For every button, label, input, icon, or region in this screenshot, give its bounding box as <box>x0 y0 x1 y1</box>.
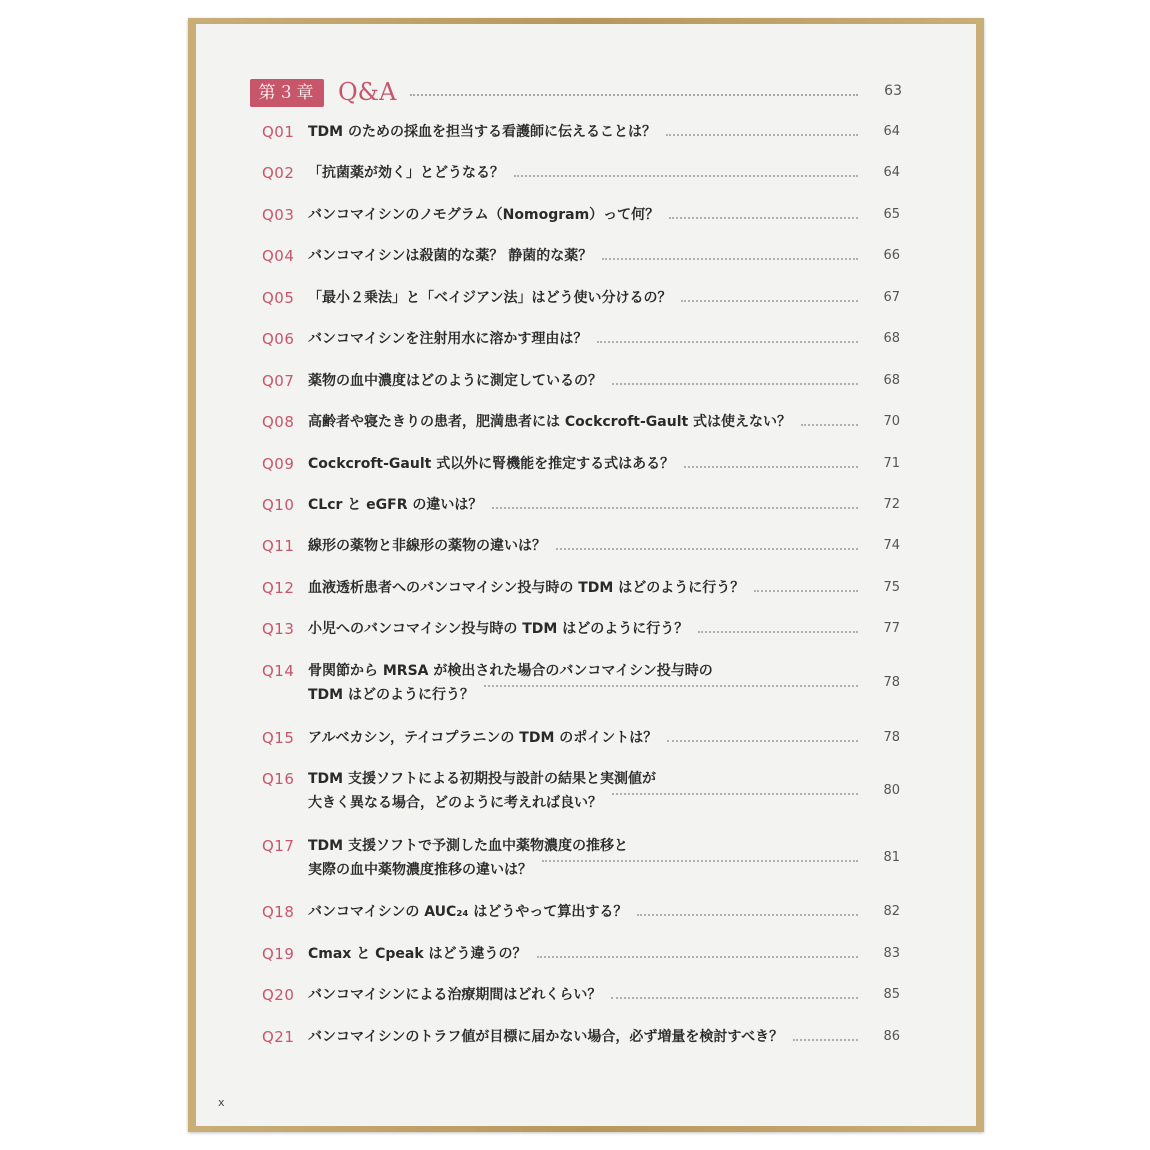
toc-entry <box>262 617 902 641</box>
page-number: 68 <box>883 331 900 346</box>
question-number: Q11 <box>262 537 295 555</box>
leader-dots <box>597 341 858 343</box>
toc-entry <box>262 659 902 707</box>
leader-dots <box>612 383 858 385</box>
question-title <box>308 942 527 966</box>
leader-dots <box>492 507 858 509</box>
question-title <box>308 452 674 476</box>
toc-entry <box>262 834 902 882</box>
leader-dots <box>537 956 858 958</box>
question-title-line: TDM 支援ソフトによる初期投与設計の結果と実測値が <box>308 771 656 787</box>
page-number: 80 <box>883 783 900 798</box>
question-title-line: TDM はどのように行う？ <box>308 687 474 703</box>
leader-dots <box>556 548 858 550</box>
question-title-line: 薬物の血中濃度はどのように測定しているの？ <box>308 373 602 389</box>
question-title <box>308 161 504 185</box>
question-title-line: バンコマイシンを注射用水に溶かす理由は？ <box>308 331 588 347</box>
question-title <box>308 576 744 600</box>
question-title <box>308 493 482 517</box>
question-title <box>308 900 627 924</box>
question-title-line: 小児へのバンコマイシン投与時の TDM はどのように行う？ <box>308 621 689 637</box>
leader-dots <box>698 631 858 633</box>
question-number: Q03 <box>262 206 295 224</box>
page-number: 65 <box>883 207 900 222</box>
leader-dots <box>793 1039 858 1041</box>
question-title-line: バンコマイシンは殺菌的な薬？ 静菌的な薬？ <box>308 248 593 264</box>
question-title-line: TDM 支援ソフトで予測した血中薬物濃度の推移と <box>308 838 628 854</box>
page-number: 75 <box>883 580 900 595</box>
question-number: Q17 <box>262 837 295 855</box>
leader-dots <box>484 685 858 687</box>
question-number: Q18 <box>262 903 295 921</box>
leader-dots <box>637 914 858 916</box>
toc-entry <box>262 726 902 750</box>
page-number: 86 <box>883 1029 900 1044</box>
question-number: Q09 <box>262 455 295 473</box>
leader-dots <box>684 466 858 468</box>
toc-entry <box>262 983 902 1007</box>
question-title-line: TDM のための採血を担当する看護師に伝えることは？ <box>308 124 656 140</box>
toc-entry <box>262 286 902 310</box>
question-number: Q15 <box>262 729 295 747</box>
chapter-heading <box>250 79 902 107</box>
question-number: Q02 <box>262 164 295 182</box>
toc-entry <box>262 244 902 268</box>
leader-dots <box>666 134 858 136</box>
page-number: 66 <box>883 248 900 263</box>
leader-dots <box>542 860 858 862</box>
question-title <box>308 659 713 707</box>
question-number: Q07 <box>262 372 295 390</box>
question-title <box>308 410 791 434</box>
question-title <box>308 834 628 882</box>
toc-entry <box>262 452 902 476</box>
question-title <box>308 617 688 641</box>
question-title-line: 実際の血中薬物濃度推移の違いは？ <box>308 862 532 878</box>
question-number: Q01 <box>262 123 295 141</box>
question-number: Q04 <box>262 247 295 265</box>
question-title <box>308 1025 783 1049</box>
leader-dots <box>681 300 858 302</box>
question-title-line: 線形の薬物と非線形の薬物の違いは？ <box>308 538 546 554</box>
leader-dots <box>611 997 858 999</box>
toc-entry <box>262 942 902 966</box>
page-number: 64 <box>883 124 900 139</box>
leader-dots <box>602 258 858 260</box>
toc-entry <box>262 767 902 815</box>
page-number: 78 <box>883 730 900 745</box>
chapter-title: Q&A <box>338 78 397 106</box>
question-title-line: 骨関節から MRSA が検出された場合のバンコマイシン投与時の <box>308 663 713 679</box>
toc-entry <box>262 900 902 924</box>
question-number: Q16 <box>262 770 295 788</box>
leader-dots <box>801 424 858 426</box>
question-number: Q10 <box>262 496 295 514</box>
question-number: Q21 <box>262 1028 295 1046</box>
leader-dots <box>667 740 858 742</box>
page-number: 72 <box>883 497 900 512</box>
question-title <box>308 203 659 227</box>
page-number: 68 <box>883 373 900 388</box>
page-folio: x <box>218 1096 225 1109</box>
question-title <box>308 120 656 144</box>
page-number: 71 <box>883 456 900 471</box>
question-number: Q12 <box>262 579 295 597</box>
leader-dots <box>514 175 858 177</box>
toc-entry <box>262 369 902 393</box>
question-title <box>308 327 587 351</box>
page-number: 64 <box>883 165 900 180</box>
toc-entry <box>262 493 902 517</box>
question-number: Q08 <box>262 413 295 431</box>
page-number: 85 <box>883 987 900 1002</box>
question-title-line: Cmax と Cpeak はどう違うの？ <box>308 946 527 962</box>
question-title <box>308 286 671 310</box>
page-number: 81 <box>883 850 900 865</box>
toc-entry <box>262 203 902 227</box>
toc-entry <box>262 576 902 600</box>
toc-entry <box>262 1025 902 1049</box>
question-title <box>308 244 592 268</box>
question-title-line: 「最小２乗法」と「ベイジアン法」はどう使い分けるの？ <box>308 290 672 306</box>
chapter-page-number: 63 <box>884 83 902 99</box>
page-number: 70 <box>883 414 900 429</box>
page-number: 77 <box>883 621 900 636</box>
question-title <box>308 983 601 1007</box>
leader-dots <box>754 590 858 592</box>
question-title <box>308 534 546 558</box>
toc-entry <box>262 410 902 434</box>
question-title-line: バンコマイシンのノモグラム（Nomogram）って何？ <box>308 207 660 223</box>
question-title-line: バンコマイシンの AUC₂₄ はどうやって算出する？ <box>308 904 628 920</box>
page-number: 74 <box>883 538 900 553</box>
toc-entry <box>262 534 902 558</box>
question-number: Q06 <box>262 330 295 348</box>
question-number: Q05 <box>262 289 295 307</box>
question-title <box>308 767 656 815</box>
question-title-line: 血液透析患者へのバンコマイシン投与時の TDM はどのように行う？ <box>308 580 745 596</box>
leader-dots <box>410 94 858 96</box>
question-number: Q20 <box>262 986 295 1004</box>
page-number: 67 <box>883 290 900 305</box>
question-title <box>308 726 657 750</box>
page-number: 83 <box>883 946 900 961</box>
question-title-line: Cockcroft-Gault 式以外に腎機能を推定する式はある？ <box>308 456 675 472</box>
toc-entry <box>262 120 902 144</box>
question-title-line: アルベカシン，テイコプラニンの TDM のポイントは？ <box>308 730 658 746</box>
question-title-line: CLcr と eGFR の違いは？ <box>308 497 483 513</box>
question-title-line: 高齢者や寝たきりの患者，肥満患者には Cockcroft-Gault 式は使えない？ <box>308 414 792 430</box>
leader-dots <box>669 217 858 219</box>
question-title-line: 「抗菌薬が効く」とどうなる？ <box>308 165 504 181</box>
toc-entry <box>262 327 902 351</box>
question-number: Q13 <box>262 620 295 638</box>
question-number: Q19 <box>262 945 295 963</box>
question-title-line: 大きく異なる場合，どのように考えれば良い？ <box>308 795 602 811</box>
question-title <box>308 369 602 393</box>
question-title-line: バンコマイシンによる治療期間はどれくらい？ <box>308 987 602 1003</box>
page-number: 82 <box>883 904 900 919</box>
question-title-line: バンコマイシンのトラフ値が目標に届かない場合，必ず増量を検討すべき？ <box>308 1029 784 1045</box>
question-number: Q14 <box>262 662 295 680</box>
toc-entry <box>262 161 902 185</box>
leader-dots <box>612 793 858 795</box>
chapter-badge: 第３章 <box>250 79 324 107</box>
page-number: 78 <box>883 675 900 690</box>
